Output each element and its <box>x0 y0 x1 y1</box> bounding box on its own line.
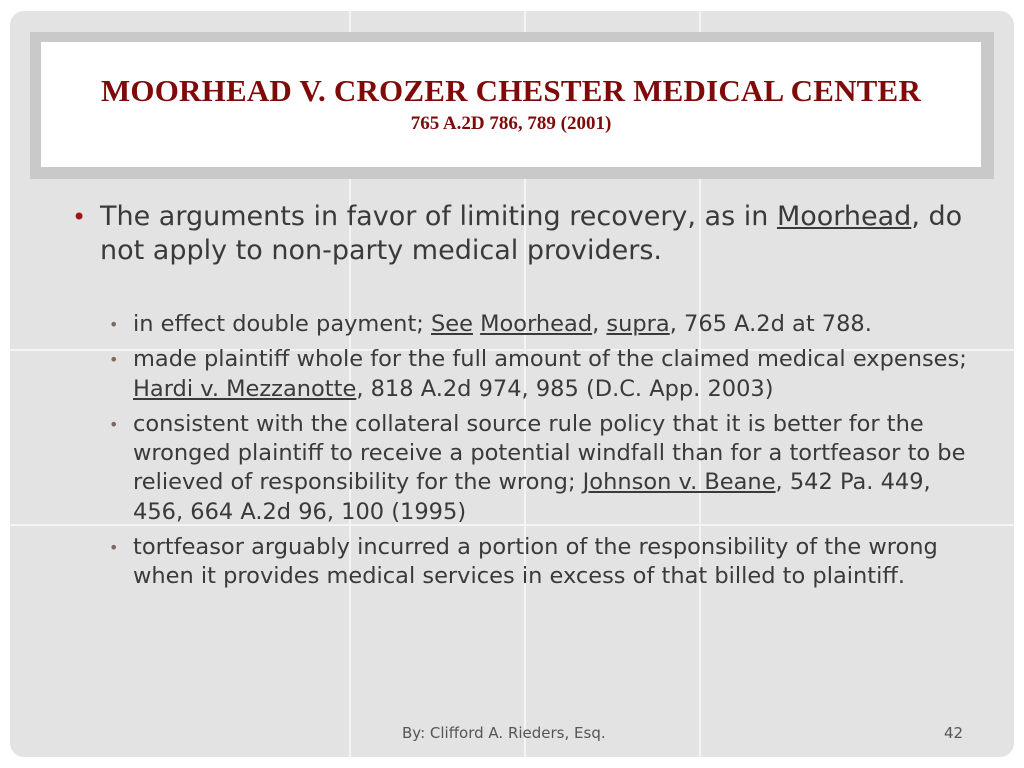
text-segment: consistent with the collateral source rule policy that it is better for the wronged plaintiff to receive a potential windfall than for a tortfeasor to be relieved of responsibility for the wrong; <box>133 410 966 496</box>
case-citation: supra <box>606 311 670 337</box>
title-frame <box>30 32 994 179</box>
bullet-icon: • <box>109 414 119 434</box>
text-segment: in effect double payment; <box>133 311 431 337</box>
main-bullet <box>72 200 980 268</box>
sub-bullet <box>109 310 983 339</box>
text-segment: , <box>592 311 607 337</box>
case-citation: Moorhead <box>480 311 593 337</box>
bullet-icon: • <box>109 350 119 370</box>
text-segment: , 818 A.2d 974, 985 (D.C. App. 2003) <box>356 375 774 402</box>
text-segment: tortfeasor arguably incurred a portion of the responsibility of the wrong when it provides medical services in excess of that billed to plaintiff. <box>133 534 938 590</box>
footer-author: By: Clifford A. Rieders, Esq. <box>402 724 606 742</box>
sub-bullet-list <box>109 310 983 598</box>
slide-subtitle: 765 A.2D 786, 789 (2001) <box>410 113 612 134</box>
text-segment: , 765 A.2d at 788. <box>669 311 872 337</box>
case-citation: Hardi v. Mezzanotte <box>133 375 357 402</box>
page-number: 42 <box>944 724 964 742</box>
text-segment: , 542 Pa. 449, 456, 664 A.2d 96, 100 (1995) <box>133 469 931 525</box>
bullet-icon: • <box>109 315 119 334</box>
sub-bullet <box>109 410 983 527</box>
sub-bullet <box>109 345 983 404</box>
bullet-icon: • <box>72 203 87 231</box>
case-citation: Johnson v. Beane <box>582 469 776 496</box>
bullet-icon: • <box>109 538 119 558</box>
sub-bullet <box>109 533 983 592</box>
text-segment: made plaintiff whole for the full amount of the claimed medical expenses; <box>133 346 967 373</box>
text-segment: , do not apply to non-party medical providers. <box>100 201 963 266</box>
case-citation: See <box>431 311 473 337</box>
text-segment: The arguments in favor of limiting recovery, as in <box>100 201 777 232</box>
case-citation: Moorhead <box>776 201 912 232</box>
slide-title: MOORHEAD V. CROZER CHESTER MEDICAL CENTER <box>100 73 922 108</box>
title-box <box>41 42 981 167</box>
main-bullet-text <box>100 201 962 266</box>
